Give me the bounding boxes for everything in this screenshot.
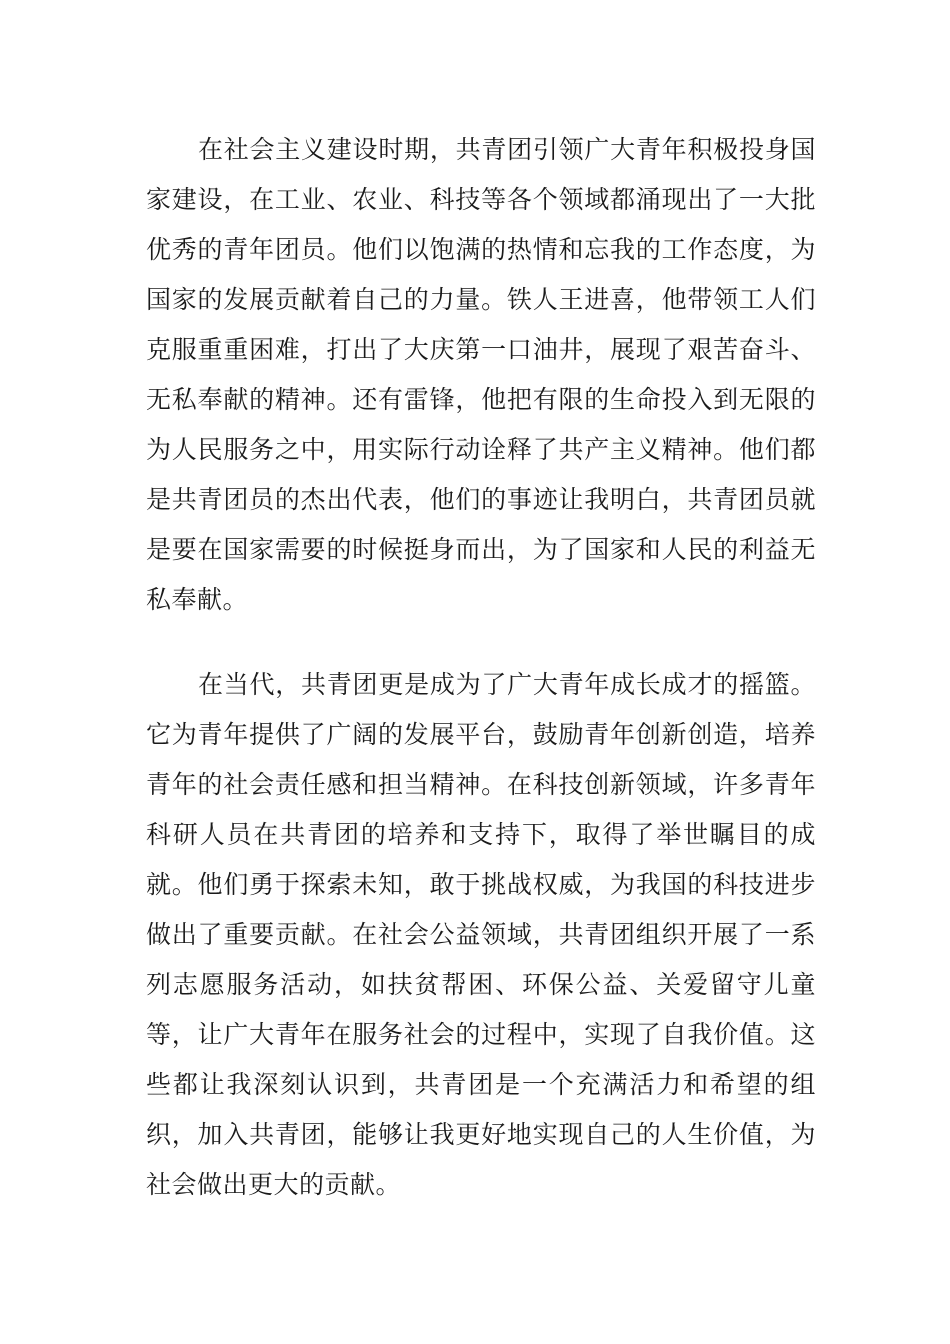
paragraph-2: 在当代，共青团更是成为了广大青年成长成才的摇篮。它为青年提供了广阔的发展平台，鼓励青年创新创造，培养青年的社会责任感和担当精神。在科技创新领域，许多青年科研人员在共青团的培养和支持下，取得了举世瞩目的成就。他们勇于探索未知，敢于挑战权威，为我国的科技进步做出了重要贡献。在社会公益领域，共青团组织开展了一系列志愿服务活动，如扶贫帮困、环保公益、关爱留守儿童等，让广大青年在服务社会的过程中，实现了自我价值。这些都让我深刻认识到，共青团是一个充满活力和希望的组织，加入共青团，能够让我更好地实现自己的人生价值，为社会做出更大的贡献。 (146, 670, 816, 1199)
paragraph-1: 在社会主义建设时期，共青团引领广大青年积极投身国家建设，在工业、农业、科技等各个领域都涌现出了一大批优秀的青年团员。他们以饱满的热情和忘我的工作态度，为国家的发展贡献着自己的力量。铁人王进喜，他带领工人们克服重重困难，打出了大庆第一口油井，展现了艰苦奋斗、无私奉献的精神。还有雷锋，他把有限的生命投入到无限的为人民服务之中，用实际行动诠释了共产主义精神。他们都是共青团员的杰出代表，他们的事迹让我明白，共青团员就是要在国家需要的时候挺身而出，为了国家和人民的利益无私奉献。 (146, 135, 816, 614)
